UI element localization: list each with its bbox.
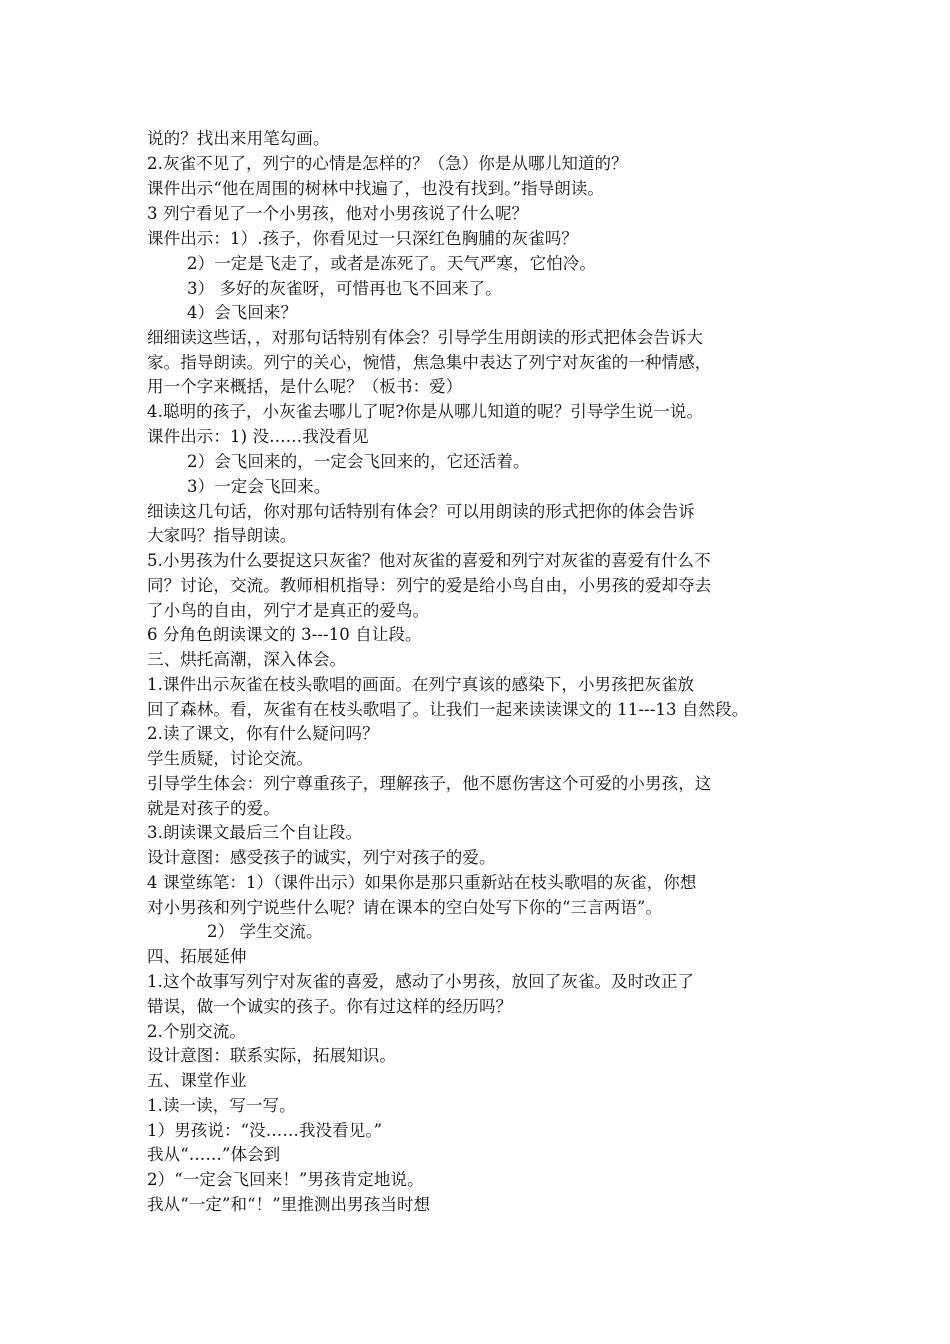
text-line: 我从“……”体会到 bbox=[147, 1145, 281, 1164]
text-line: 课件出示：1）.孩子，你看见过一只深红色胸脯的灰雀吗？ bbox=[147, 229, 578, 248]
text-line: 3）一定会飞回来。 bbox=[187, 477, 331, 496]
text-line: 2）会飞回来的，一定会飞回来的，它还活着。 bbox=[187, 452, 530, 471]
text-line: 1.课件出示灰雀在枝头歌唱的画面。在列宁真该的感染下，小男孩把灰雀放 bbox=[147, 675, 695, 694]
text-line: 课件出示“他在周围的树林中找遍了，也没有找到。”指导朗读。 bbox=[147, 179, 605, 198]
text-line: 4 课堂练笔：1）（课件出示）如果你是那只重新站在枝头歌唱的灰雀，你想 bbox=[147, 873, 697, 892]
text-line: 3） 多好的灰雀呀，可惜再也飞不回来了。 bbox=[187, 279, 502, 298]
text-line: 大家吗？指导朗读。 bbox=[147, 526, 297, 545]
text-line: 4）会飞回来？ bbox=[187, 303, 298, 322]
text-line: 错误，做一个诚实的孩子。你有过这样的经历吗？ bbox=[147, 997, 513, 1016]
text-line: 2.读了课文，你有什么疑问吗？ bbox=[147, 724, 379, 743]
text-line: 引导学生体会：列宁尊重孩子，理解孩子，他不愿伤害这个可爱的小男孩，这 bbox=[147, 774, 712, 793]
text-line: 1.读一读，写一写。 bbox=[147, 1096, 296, 1115]
text-line: 回了森林。看，灰雀有在枝头歌唱了。让我们一起来读读课文的 11---13 自然段。 bbox=[147, 700, 749, 719]
text-line: 学生质疑，讨论交流。 bbox=[147, 749, 313, 768]
text-line: 1）男孩说：“没……我没看见。” bbox=[147, 1121, 383, 1140]
text-line: 2）“一定会飞回来！”男孩肯定地说。 bbox=[147, 1170, 424, 1189]
text-line: 就是对孩子的爱。 bbox=[147, 799, 280, 818]
text-line: 设计意图：感受孩子的诚实，列宁对孩子的爱。 bbox=[147, 848, 496, 867]
text-line: 5.小男孩为什么要捉这只灰雀？他对灰雀的喜爱和列宁对灰雀的喜爱有什么不 bbox=[147, 551, 711, 570]
text-line: 2） 学生交流。 bbox=[207, 922, 323, 941]
text-line: 课件出示：1) 没……我没看见 bbox=[147, 427, 369, 446]
text-line: 我从“一定”和“！”里推测出男孩当时想 bbox=[147, 1195, 431, 1214]
section-heading: 三、烘托高潮，深入体会。 bbox=[147, 650, 347, 669]
text-line: 6 分角色朗读课文的 3---10 自让段。 bbox=[147, 625, 422, 644]
text-line: 4.聪明的孩子，小灰雀去哪儿了呢?你是从哪儿知道的呢？引导学生说一说。 bbox=[147, 402, 704, 421]
text-line: 同？讨论，交流。教师相机指导：列宁的爱是给小鸟自由，小男孩的爱却夺去 bbox=[147, 576, 712, 595]
text-line: 细读这几句话，你对那句话特别有体会？可以用朗读的形式把你的体会告诉 bbox=[147, 502, 695, 521]
text-line: 家。指导朗读。列宁的关心，惋惜，焦急集中表达了列宁对灰雀的一种情感， bbox=[147, 353, 712, 372]
text-line: 2）一定是飞走了，或者是冻死了。天气严寒，它怕冷。 bbox=[187, 254, 596, 273]
text-line: 2.个别交流。 bbox=[147, 1022, 246, 1041]
text-line: 用一个字来概括，是什么呢？（板书：爱） bbox=[147, 377, 463, 396]
text-line: 3.朗读课文最后三个自让段。 bbox=[147, 823, 363, 842]
text-line: 2.灰雀不见了，列宁的心情是怎样的？（急）你是从哪儿知道的？ bbox=[147, 154, 628, 173]
text-line: 说的？找出来用笔勾画。 bbox=[147, 129, 330, 148]
section-heading: 五、课堂作业 bbox=[147, 1071, 247, 1090]
text-line: 了小鸟的自由，列宁才是真正的爱鸟。 bbox=[147, 601, 430, 620]
text-line: 细细读这些话，，对那句话特别有体会？引导学生用朗读的形式把体会告诉大 bbox=[147, 328, 704, 347]
text-line: 3 列宁看见了一个小男孩，他对小男孩说了什么呢？ bbox=[147, 204, 529, 223]
text-line: 对小男孩和列宁说些什么呢？请在课本的空白处写下你的“三言两语”。 bbox=[147, 898, 663, 917]
text-line: 设计意图：联系实际，拓展知识。 bbox=[147, 1046, 396, 1065]
section-heading: 四、拓展延伸 bbox=[147, 947, 247, 966]
text-line: 1.这个故事写列宁对灰雀的喜爱，感动了小男孩，放回了灰雀。及时改正了 bbox=[147, 972, 695, 991]
